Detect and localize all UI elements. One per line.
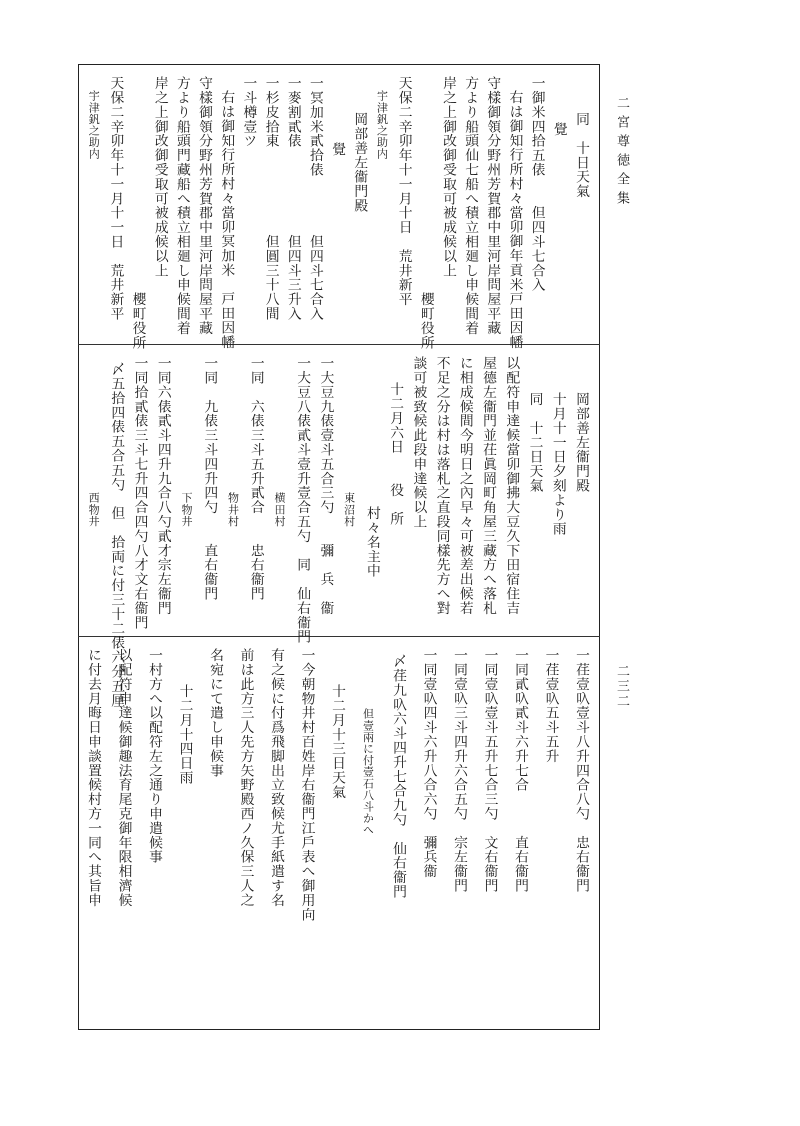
text-column: 一同貳叺貳斗六升七合 直右衞門 [512,648,528,893]
text-column: 談可被致候此段申達候以上 [410,356,427,529]
text-column: 同 十日天氣 [573,112,589,199]
text-column: 物井村 [226,492,240,527]
text-column: 一村方へ以配符左之通り申遣候事 [146,648,162,864]
text-column: 守樣御領分野州芳賀郡中里河岸問屋平藏 [196,76,213,336]
text-column: 宇津釩之助内 [375,90,389,160]
text-column: 一斗樽壹ツ [240,76,257,148]
text-column: 一冥加米貳拾俵 但四斗七合入 [306,76,323,321]
text-column: 一同壹叺四斗六升八合六勺 彌兵衞 [420,648,437,879]
text-column: 一御米四拾五俵 但四斗七合入 [528,76,545,292]
text-column: に相成候間今明日之內早々可被差出候若 [456,356,473,616]
text-column: 守樣御領分野州芳賀郡中里河岸問屋平藏 [484,76,501,336]
text-column: 有之候に付爲飛脚出立致候尤手紙遣す名 [268,648,284,908]
text-column: に付去月晦日申談置候村方一同へ其旨申 [85,648,101,908]
text-column: 一麥割貳俵 但四斗三升入 [284,76,301,321]
text-column: 十月十一日夕刻より雨 [549,392,566,536]
text-column: 不足之分は村は落札之直段同樣先方へ對 [433,356,450,616]
text-column: 天保二辛卯年十一月十日 荒井新平 [395,76,412,307]
text-block-top [82,76,592,350]
text-column: 以配符申達候當卯御拂大豆久下田宿住吉 [503,356,520,616]
text-column: 十二月十三日天氣 [329,684,345,800]
text-column: 一今朝物井村百姓岸右衞門江戶表へ御用向 [298,648,315,922]
section-divider-bottom [78,636,600,637]
text-column: 一大豆八俵貳斗壹升壹合五勺 同 仙右衞門 [294,356,311,644]
text-column: 一同拾貳俵三斗七升四合四勺八才文右衞門 [131,356,148,630]
text-block-bottom [82,648,592,1024]
text-column: 右は御知行所村々當卯御年貢米戸田因幡 [506,90,523,350]
text-column: 十二月六日 役 所 [387,382,404,526]
text-column: 岸之上御改御受取可被成候以上 [439,76,456,278]
text-column: 岸之上御改御受取可被成候以上 [151,76,168,278]
text-column: 横田村 [272,492,286,527]
text-column: 東沼村 [342,492,356,527]
text-column: 下物井 [180,492,194,527]
text-column: 屋德左衞門並茌眞岡町角屋三藏方へ落札 [480,356,497,616]
text-column: 一杉皮拾東 但圓三十八間 [262,76,279,321]
text-column: 一荏壹叺五斗五升 [542,648,559,764]
page-number: 二三二 [614,664,629,709]
text-column: 櫻町役所 [417,292,434,350]
text-column: 方より船頭仙七船へ積立相廻し申候間着 [462,76,479,336]
text-column: 村々名主中 [363,506,380,578]
text-column: 〆荏九叺六斗四升七合九勺 仙右衞門 [390,654,406,899]
text-column: 一同 六俵三斗五升貳合 忠右衞門 [247,356,264,601]
text-column: 〆五拾四俵五合五勺 但 拾両に付三十二俵六分五厘 [108,362,125,708]
text-column: 名宛にて遣し申候事 [207,648,223,778]
text-column: 前は此方三人先方矢野殿西ノ久保三人之 [237,648,254,908]
text-column: 一大豆九俵壹斗五合三勺 彌 兵 衞 [317,356,334,616]
text-column: 十二月十四日雨 [176,684,193,785]
text-column: 岡部善左衞門殿 [573,392,589,493]
text-column: 一同壹叺壹斗五升七合三勺 文右衞門 [481,648,498,893]
running-header-title: 二宮尊徳全集 [614,96,629,210]
text-column: 天保二辛卯年十一月十一日 荒井新平 [107,76,124,321]
text-column: 但壹兩に付壹石八斗かへ [361,708,375,836]
text-column: 方より船頭門藏船へ積立相廻し申候間着 [173,76,190,336]
text-column: 覺 [329,142,346,157]
text-column: 宇津釩之助内 [87,90,101,160]
text-column: 岡部善左衞門殿 [351,112,368,213]
text-column: 以配符申達候御趣法育尾克御年限相濟候 [115,648,132,908]
text-column: 一荏壹叺壹斗八升四合八勺 忠右衞門 [573,648,589,893]
text-column: 櫻町役所 [129,292,146,350]
text-column: 覺 [550,122,567,137]
text-column: 一同六俵貳斗四升九合八勺貳才宗左衞門 [154,356,171,616]
text-column: 右は御知行所村々當卯冥加米 戸田因幡 [218,90,235,350]
text-column: 西物井 [87,492,101,527]
text-column: 一同壹叺三斗四升六合五勺 宗左衞門 [451,648,467,893]
text-column: 同 十二日天氣 [526,392,543,493]
text-column: 一同 九俵三斗四升四勺 直右衞門 [201,356,218,601]
